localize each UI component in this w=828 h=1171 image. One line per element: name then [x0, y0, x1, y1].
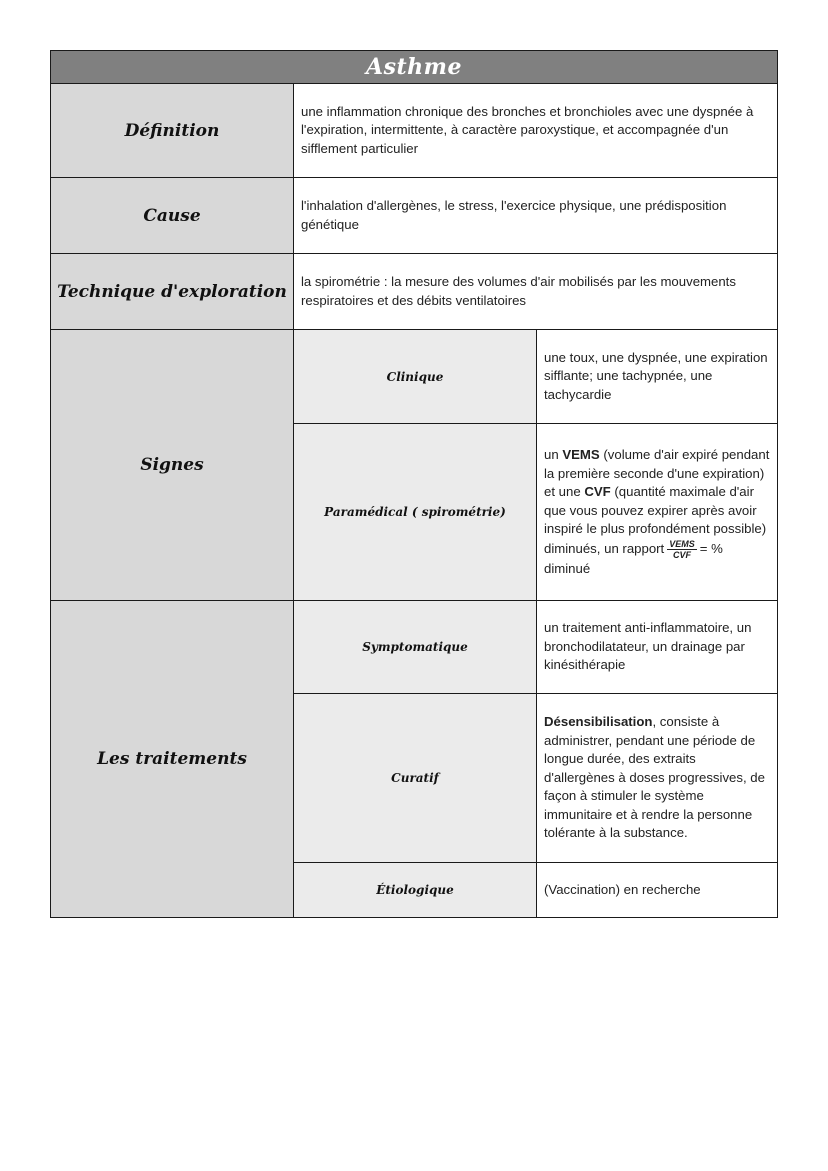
etiologique-text: (Vaccination) en recherche — [544, 881, 701, 897]
curatif-text — [544, 713, 770, 843]
paramedical-label: Paramédical ( spirométrie) — [293, 423, 536, 600]
definition-text-cell — [293, 84, 777, 177]
symptomatique-text: un traitement anti-inflammatoire, un bronchodilatateur, un drainage par kinésithérapie — [544, 620, 752, 673]
curatif-text-cell — [536, 693, 777, 862]
paramedical-t2: (volume d'air expiré pendant la première seconde d'une expiration) et une — [544, 447, 770, 499]
paramedical-t3: (quantité maximale d'air que vous pouvez expirer après avoir inspiré le plus profondément possible) diminués, un rapport — [544, 484, 767, 556]
vems-term: VEMS — [562, 447, 600, 462]
technique-text-cell — [293, 253, 777, 329]
desensibilisation-term: Désensibilisation — [544, 714, 653, 730]
asthme-table — [50, 50, 778, 918]
cause-text-cell — [293, 177, 777, 253]
paramedical-t1: un — [544, 447, 563, 462]
symptomatique-text-cell — [536, 600, 777, 693]
paramedical-t4: = % diminué — [544, 540, 723, 576]
fraction-numerator: VEMS — [669, 538, 695, 549]
clinique-label: Clinique — [293, 329, 536, 423]
technique-text: la spirométrie : la mesure des volumes d'air mobilisés par les mouvements respiratoires et des débits ventilatoires — [301, 274, 736, 308]
signes-label: Signes — [51, 329, 293, 600]
traitements-label: Les traitements — [51, 600, 293, 917]
table-title: Asthme — [51, 51, 777, 84]
etiologique-label: Étiologique — [293, 862, 536, 917]
definition-text: une inflammation chronique des bronches et bronchioles avec une dyspnée à l'expiration, intermittente, à caractère paroxystique, et accompagnée d'un sifflement particulier — [301, 103, 754, 156]
symptomatique-label: Symptomatique — [293, 600, 536, 693]
paramedical-text-cell — [536, 423, 777, 600]
definition-label: Définition — [51, 84, 293, 177]
etiologique-text-cell — [536, 862, 777, 917]
ratio-fraction — [667, 539, 697, 560]
cause-label: Cause — [51, 177, 293, 253]
curatif-label: Curatif — [293, 693, 536, 862]
technique-label: Technique d'exploration — [51, 253, 293, 329]
fraction-denominator: CVF — [672, 549, 691, 560]
paramedical-text — [544, 446, 770, 578]
clinique-text-cell — [536, 329, 777, 423]
cvf-term: CVF — [584, 484, 611, 499]
curatif-rest: , consiste à administrer, pendant une période de longue durée, des extraits d'allergènes à doses progressives, de façon à stimuler le système immunitaire et à rendre la personne tolérante à la substance. — [544, 714, 765, 841]
cause-text: l'inhalation d'allergènes, le stress, l'exercice physique, une prédisposition génétique — [301, 198, 727, 232]
clinique-text: une toux, une dyspnée, une expiration sifflante; une tachypnée, une tachycardie — [544, 349, 768, 402]
